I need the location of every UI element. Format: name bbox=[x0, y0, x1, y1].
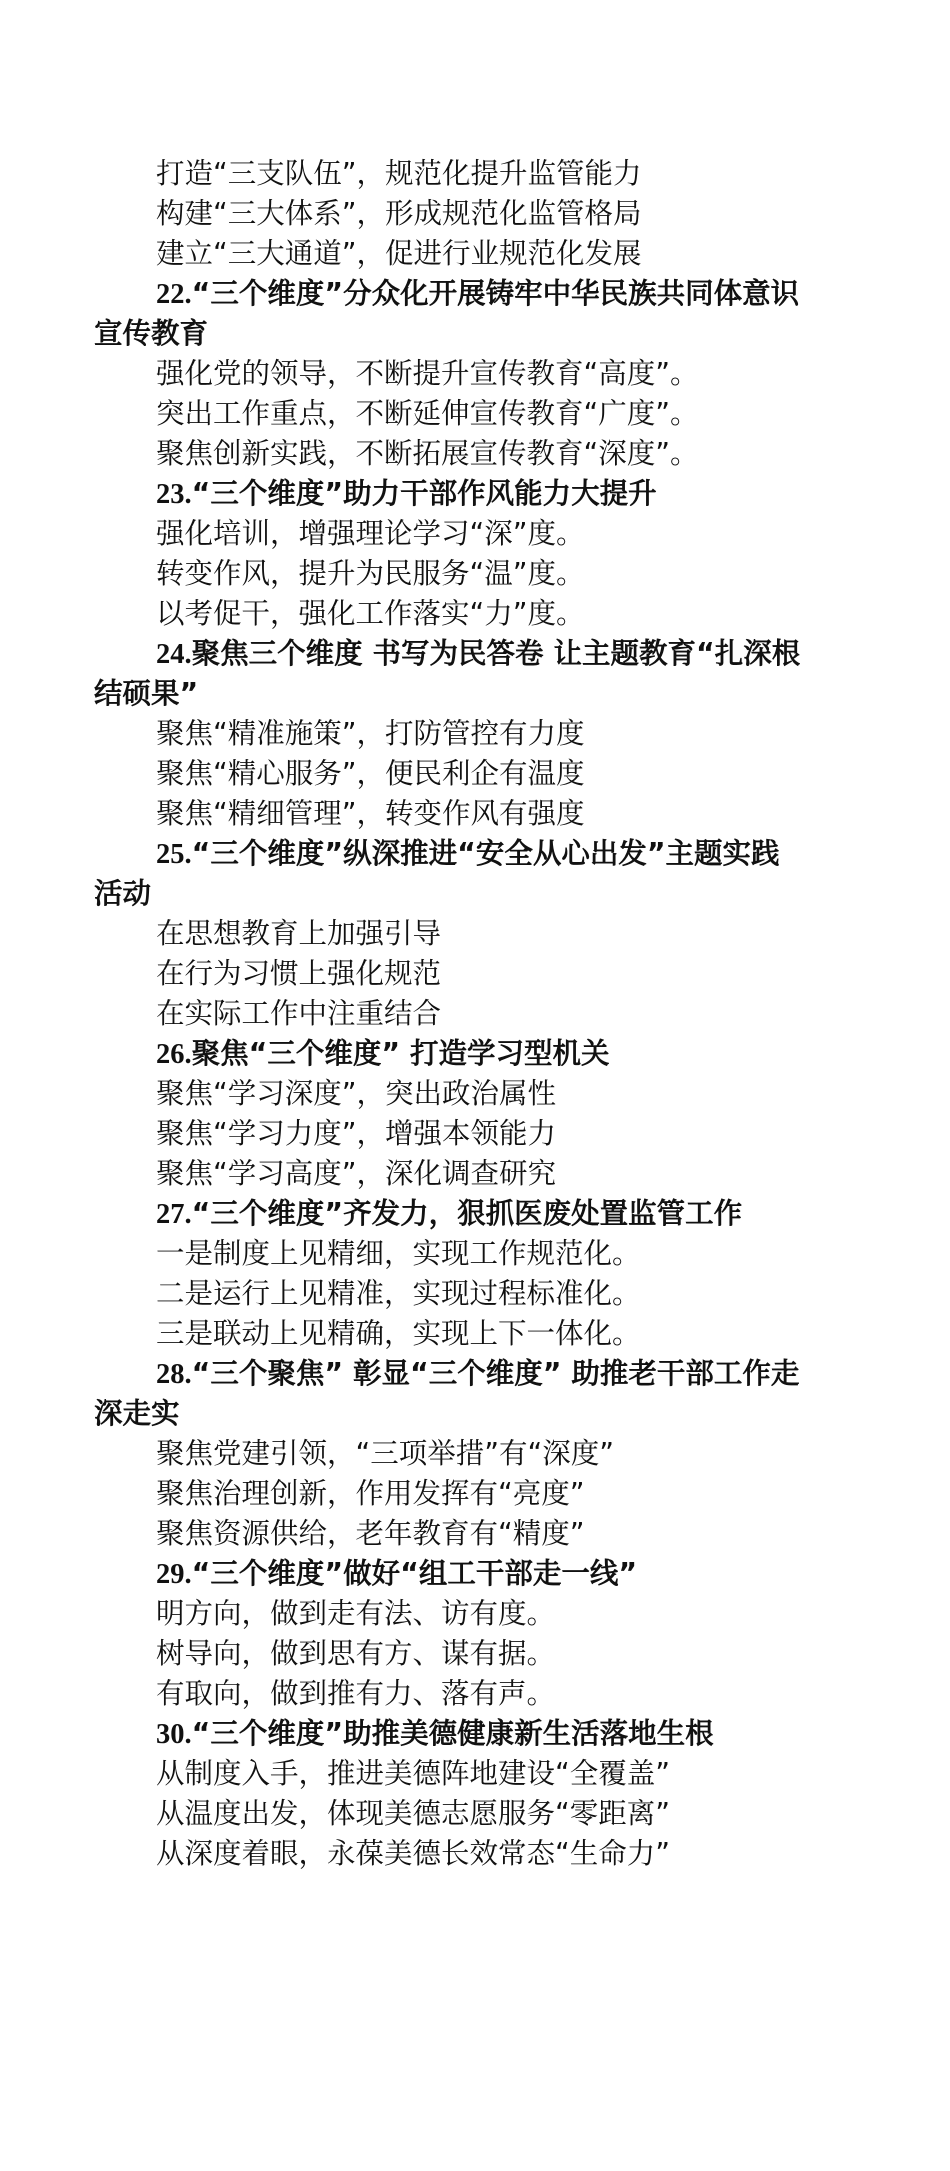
list-item: 聚焦治理创新，作用发挥有“亮度” bbox=[156, 1477, 585, 1510]
section-number: 28. bbox=[156, 1359, 192, 1390]
document-body bbox=[94, 154, 864, 1874]
section-number: 26. bbox=[156, 1039, 192, 1070]
section-heading bbox=[94, 1714, 864, 1754]
section-title: “三个维度”齐发力，狠抓医废处置监管工作 bbox=[191, 1197, 743, 1230]
list-item: 在行为习惯上强化规范 bbox=[156, 957, 442, 990]
section-heading-continued: 结硕果” bbox=[94, 677, 199, 710]
section-heading bbox=[94, 1034, 864, 1074]
section-heading bbox=[94, 1354, 864, 1394]
section-number: 25. bbox=[156, 839, 192, 870]
section-title: “三个维度”分众化开展铸牢中华民族共同体意识 bbox=[191, 277, 800, 310]
list-item: 构建“三大体系”，形成规范化监管格局 bbox=[156, 197, 642, 230]
section-heading bbox=[94, 474, 864, 514]
list-item: 从深度着眼，永葆美德长效常态“生命力” bbox=[156, 1837, 671, 1870]
section-title: 聚焦“三个维度” 打造学习型机关 bbox=[191, 1037, 610, 1070]
section-title: “三个维度”助推美德健康新生活落地生根 bbox=[191, 1717, 714, 1750]
list-item: 二是运行上见精准，实现过程标准化。 bbox=[156, 1277, 641, 1310]
list-item: 聚焦“学习力度”，增强本领能力 bbox=[156, 1117, 557, 1150]
list-item: 聚焦“学习高度”，深化调查研究 bbox=[156, 1157, 557, 1190]
section-heading bbox=[94, 274, 864, 314]
section-title: “三个聚焦” 彰显“三个维度” 助推老干部工作走 bbox=[191, 1357, 800, 1390]
list-item: 一是制度上见精细，实现工作规范化。 bbox=[156, 1237, 641, 1270]
section-heading-continued: 活动 bbox=[94, 877, 152, 910]
section-title: “三个维度”做好“组工干部走一线” bbox=[191, 1557, 638, 1590]
list-item: 聚焦资源供给，老年教育有“精度” bbox=[156, 1517, 585, 1550]
list-item: 有取向，做到推有力、落有声。 bbox=[156, 1677, 556, 1710]
section-number: 24. bbox=[156, 639, 192, 670]
list-item: 强化培训，增强理论学习“深”度。 bbox=[156, 517, 585, 550]
list-item: 强化党的领导，不断提升宣传教育“高度”。 bbox=[156, 357, 699, 390]
list-item: 突出工作重点，不断延伸宣传教育“广度”。 bbox=[156, 397, 699, 430]
list-item: 从制度入手，推进美德阵地建设“全覆盖” bbox=[156, 1757, 671, 1790]
section-heading-continued: 宣传教育 bbox=[94, 317, 209, 350]
list-item: 聚焦“精细管理”，转变作风有强度 bbox=[156, 797, 585, 830]
list-item: 明方向，做到走有法、访有度。 bbox=[156, 1597, 556, 1630]
section-heading bbox=[94, 634, 864, 674]
section-heading bbox=[94, 1194, 864, 1234]
list-item: 树导向，做到思有方、谋有据。 bbox=[156, 1637, 556, 1670]
list-item: 在实际工作中注重结合 bbox=[156, 997, 442, 1030]
list-item: 三是联动上见精确，实现上下一体化。 bbox=[156, 1317, 641, 1350]
section-heading bbox=[94, 1554, 864, 1594]
section-number: 27. bbox=[156, 1199, 192, 1230]
list-item: 以考促干，强化工作落实“力”度。 bbox=[156, 597, 585, 630]
section-number: 23. bbox=[156, 479, 192, 510]
list-item: 聚焦“精准施策”，打防管控有力度 bbox=[156, 717, 585, 750]
section-number: 22. bbox=[156, 279, 192, 310]
section-title: 聚焦三个维度 书写为民答卷 让主题教育“扎深根 bbox=[191, 637, 801, 670]
section-title: “三个维度”助力干部作风能力大提升 bbox=[191, 477, 657, 510]
list-item: 聚焦“学习深度”，突出政治属性 bbox=[156, 1077, 557, 1110]
list-item: 建立“三大通道”，促进行业规范化发展 bbox=[156, 237, 642, 270]
section-number: 30. bbox=[156, 1719, 192, 1750]
section-heading-continued: 深走实 bbox=[94, 1397, 180, 1430]
section-title: “三个维度”纵深推进“安全从心出发”主题实践 bbox=[191, 837, 780, 870]
list-item: 从温度出发，体现美德志愿服务“零距离” bbox=[156, 1797, 671, 1830]
section-heading bbox=[94, 834, 864, 874]
list-item: 打造“三支队伍”，规范化提升监管能力 bbox=[156, 157, 642, 190]
list-item: 聚焦党建引领，“三项举措”有“深度” bbox=[156, 1437, 615, 1470]
list-item: 聚焦创新实践，不断拓展宣传教育“深度”。 bbox=[156, 437, 699, 470]
list-item: 转变作风，提升为民服务“温”度。 bbox=[156, 557, 585, 590]
section-number: 29. bbox=[156, 1559, 192, 1590]
list-item: 在思想教育上加强引导 bbox=[156, 917, 442, 950]
list-item: 聚焦“精心服务”，便民利企有温度 bbox=[156, 757, 585, 790]
